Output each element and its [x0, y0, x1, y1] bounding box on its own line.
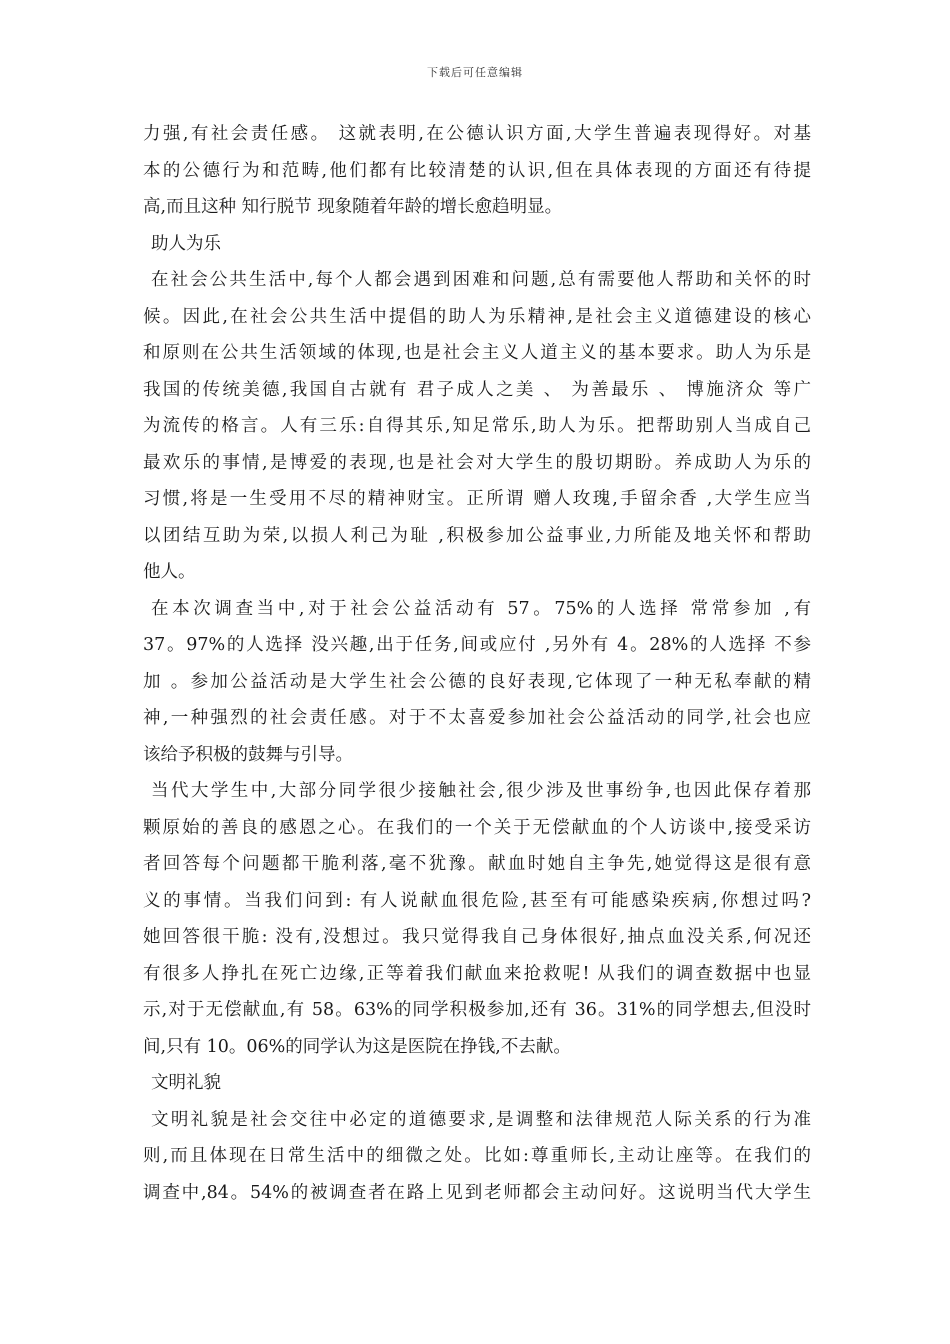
page-header: 下载后可任意编辑	[427, 66, 523, 79]
document-body	[143, 116, 811, 1211]
paragraph	[143, 591, 811, 774]
text-line: 调查中,84。54%的被调查者在路上见到老师都会主动问好。这说明当代大学生	[143, 1182, 811, 1203]
text-line: 有很多人挣扎在死亡边缘,正等着我们献血来抢救呢! 从我们的调查数据中也显	[143, 963, 811, 984]
text-line: 间,只有 10。06%的同学认为这是医院在挣钱,不去献。	[143, 1036, 571, 1057]
text-line: 该给予积极的鼓舞与引导。	[143, 744, 353, 765]
text-line: 在社会公共生活中,每个人都会遇到困难和问题,总有需要他人帮助和关怀的时	[151, 270, 811, 290]
text-line: 习惯,将是一生受用不尽的精神财宝。正所谓 赠人玫瑰,手留余香 ,大学生应当	[143, 489, 811, 509]
text-line: 则,而且体现在日常生活中的细微之处。比如:尊重师长,主动让座等。在我们的	[143, 1146, 811, 1166]
section-heading: 助人为乐	[151, 233, 221, 254]
paragraph	[143, 262, 811, 591]
text-line: 他人。	[143, 562, 196, 582]
text-line: 候。因此,在社会公共生活中提倡的助人为乐精神,是社会主义道德建设的核心	[143, 306, 811, 327]
text-line: 本的公德行为和范畴,他们都有比较清楚的认识,但在具体表现的方面还有待提	[143, 160, 811, 181]
text-line: 最欢乐的事情,是博爱的表现,也是社会对大学生的殷切期盼。养成助人为乐的	[143, 452, 811, 473]
text-line: 加 。参加公益活动是大学生社会公德的良好表现,它体现了一种无私奉献的精	[143, 671, 811, 692]
text-line: 义的事情。当我们问到: 有人说献血很危险,甚至有可能感染疾病,你想过吗?	[143, 890, 811, 911]
paragraph	[143, 773, 811, 1065]
text-line: 高,而且这种 知行脱节 现象随着年龄的增长愈趋明显。	[143, 197, 563, 217]
text-line: 神,一种强烈的社会责任感。对于不太喜爱参加社会公益活动的同学,社会也应	[143, 708, 811, 728]
text-line: 者回答每个问题都干脆利落,毫不犹豫。献血时她自主争先,她觉得这是很有意	[143, 854, 811, 874]
text-line: 在本次调查当中,对于社会公益活动有 57。75%的人选择 常常参加 ,有	[151, 598, 811, 619]
text-line: 颗原始的善良的感恩之心。在我们的一个关于无偿献血的个人访谈中,接受采访	[143, 817, 811, 838]
paragraph	[143, 116, 811, 226]
text-line: 37。97%的人选择 没兴趣,出于任务,间或应付 ,另外有 4。28%的人选择 不参	[143, 635, 811, 655]
section-heading: 文明礼貌	[151, 1073, 221, 1093]
text-line: 为流传的格言。人有三乐:自得其乐,知足常乐,助人为乐。把帮助别人当成自己	[143, 416, 811, 436]
text-line: 文明礼貌是社会交往中必定的道德要求,是调整和法律规范人际关系的行为准	[151, 1109, 811, 1130]
text-line: 她回答很干脆: 没有,没想过。我只觉得我自己身体很好,抽点血没关系,何况还	[143, 927, 811, 947]
text-line: 和原则在公共生活领域的体现,也是社会主义人道主义的基本要求。助人为乐是	[143, 343, 811, 363]
text-line: 以团结互助为荣,以损人利己为耻 ,积极参加公益事业,力所能及地关怀和帮助	[143, 525, 811, 546]
text-line: 力强,有社会责任感。 这就表明,在公德认识方面,大学生普遍表现得好。对基	[143, 124, 811, 144]
text-line: 示,对于无偿献血,有 58。63%的同学积极参加,还有 36。31%的同学想去,但没时	[143, 1000, 811, 1020]
text-line: 我国的传统美德,我国自古就有 君子成人之美 、 为善最乐 、 博施济众 等广	[143, 379, 811, 400]
text-line: 当代大学生中,大部分同学很少接触社会,很少涉及世事纷争,也因此保存着那	[151, 781, 811, 801]
paragraph	[143, 1102, 811, 1212]
